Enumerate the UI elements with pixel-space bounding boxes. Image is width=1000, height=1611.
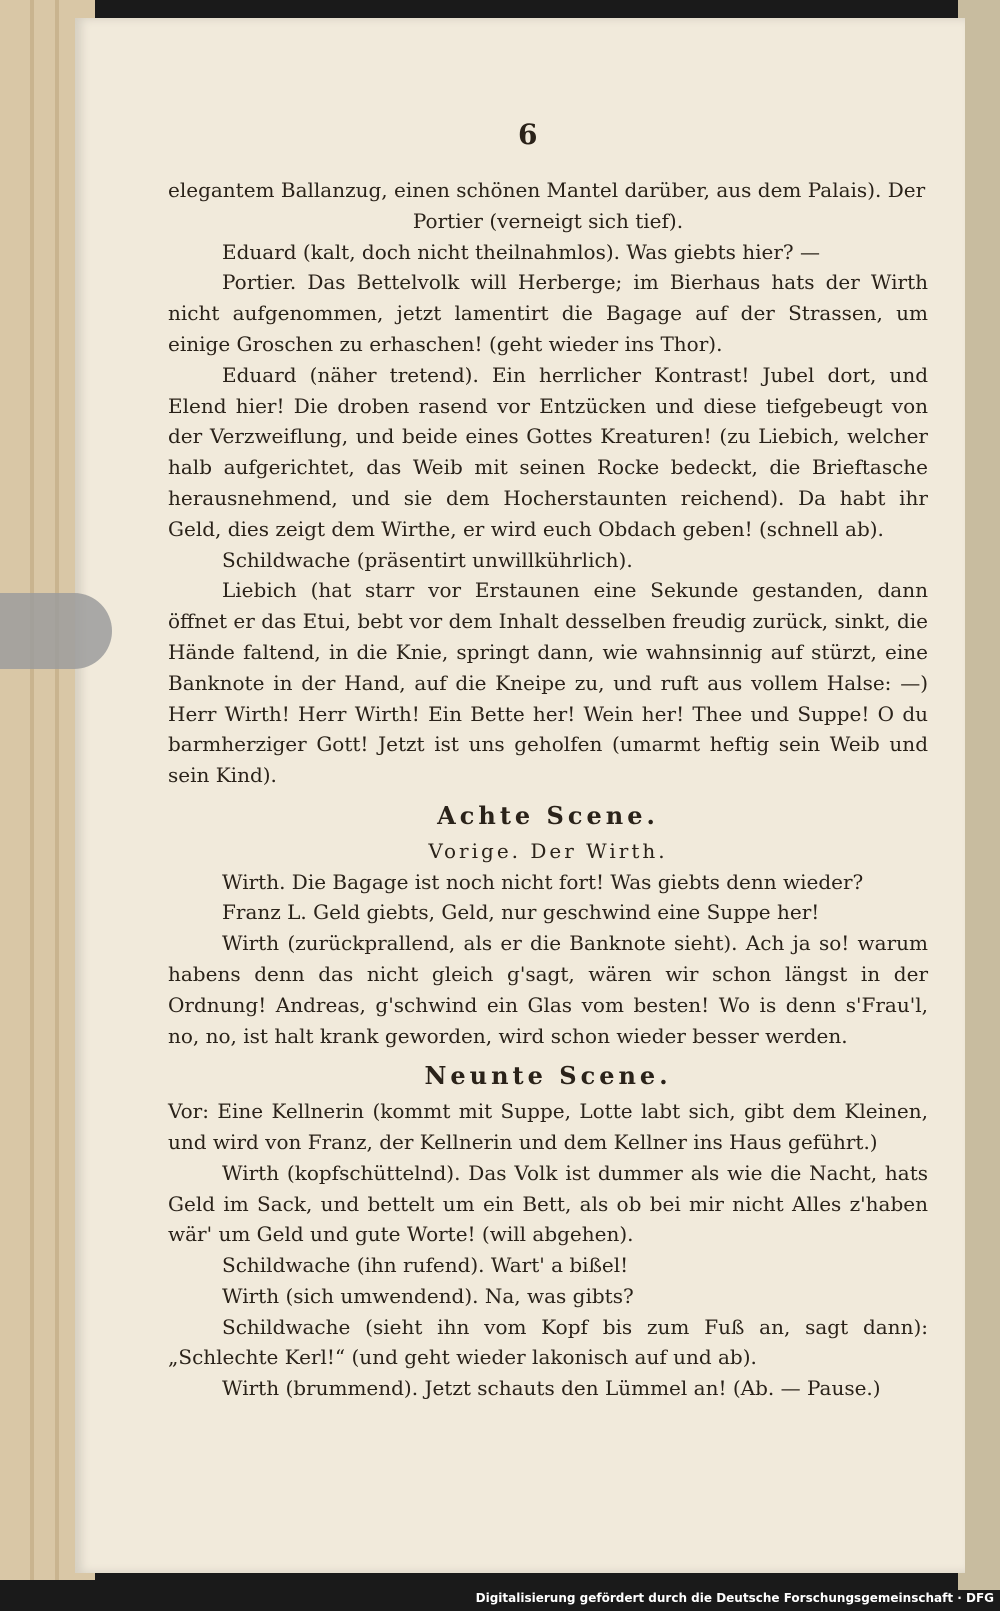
text-paragraph: Wirth (zurückprallend, als er die Banknote sieht). Ach ja so! warum habens denn das nicht gleich g'sagt, wären wir schon längst in der Ordnung! Andreas, g'schwind ein Glas vom besten! Wo is denn s'Frau'l, no, no, ist halt krank geworden, wird schon wieder besser werden. xyxy=(168,931,928,1048)
text-paragraph: Schildwache (präsentirt unwillkührlich). xyxy=(222,547,633,572)
page-number: 6 xyxy=(518,118,538,151)
text-paragraph: Wirth. Die Bagage ist noch nicht fort! Was giebts denn wieder? xyxy=(222,869,864,894)
text-paragraph: Vor: Eine Kellnerin (kommt mit Suppe, Lotte labt sich, gibt dem Kleinen, und wird von Franz, der Kellnerin und dem Kellner ins Haus geführt.) xyxy=(168,1099,928,1154)
text-paragraph: Portier. Das Bettelvolk will Herberge; im Bierhaus hats der Wirth nicht aufgenommen, jetzt lamentirt die Bagage auf der Strassen, um einige Groschen zu erhaschen! (geht wieder ins Thor). xyxy=(168,270,928,356)
text-paragraph: Vorige. Der Wirth. xyxy=(428,838,668,863)
text-paragraph: Wirth (sich umwendend). Na, was gibts? xyxy=(222,1283,634,1308)
text-paragraph: Portier (verneigt sich tief). xyxy=(412,208,684,233)
text-paragraph: Schildwache (sieht ihn vom Kopf bis zum Fuß an, sagt dann): „Schlechte Kerl!“ (und geht wieder lakonisch auf und ab). xyxy=(168,1314,928,1370)
scene-heading: Neunte Scene. xyxy=(424,1061,672,1091)
page-tab-marker xyxy=(0,593,112,669)
text-paragraph: Wirth (kopfschüttelnd). Das Volk ist dummer als wie die Nacht, hats Geld im Sack, und bettelt um ein Bett, als ob bei mir nicht Alles z'haben wär' um Geld und gute Worte! (will abgehen). xyxy=(168,1160,928,1247)
page-edge-line xyxy=(55,0,59,1580)
page-text xyxy=(168,175,928,1404)
text-paragraph: Wirth (brummend). Jetzt schauts den Lümmel an! (Ab. — Pause.) xyxy=(222,1376,881,1401)
scene-heading: Achte Scene. xyxy=(437,800,659,830)
text-paragraph: Schildwache (ihn rufend). Wart' a bißel! xyxy=(222,1253,629,1278)
text-paragraph: Eduard (kalt, doch nicht theilnahmlos). Was giebts hier? — xyxy=(222,239,820,264)
text-paragraph: elegantem Ballanzug, einen schönen Mantel darüber, aus dem Palais). Der xyxy=(168,178,926,202)
text-paragraph: Franz L. Geld giebts, Geld, nur geschwind eine Suppe her! xyxy=(222,900,820,925)
page-edge-line xyxy=(30,0,34,1580)
footer-credit: Digitalisierung gefördert durch die Deutsche Forschungsgemeinschaft · DFG xyxy=(475,1591,994,1605)
text-paragraph: Eduard (näher tretend). Ein herrlicher Kontrast! Jubel dort, und Elend hier! Die droben rasend vor Entzücken und diese tiefgebeugt von der Verzweiflung, und beide eines Gottes Kreaturen! (zu Liebich, welcher halb aufgerichtet, das Weib mit seinen Rocke bedeckt, die Brieftasche herausnehmend, und sie dem Hocherstaunten reichend). Da habt ihr Geld, dies zeigt dem Wirthe, er wird euch Obdach geben! (schnell ab). xyxy=(168,362,928,541)
text-paragraph: Liebich (hat starr vor Erstaunen eine Sekunde gestanden, dann öffnet er das Etui, bebt vor dem Inhalt desselben freudig zurück, sinkt, die Hände faltend, in die Knie, springt dann, wie wahnsinnig auf stürzt, eine Banknote in der Hand, auf die Kneipe zu, und ruft aus vollem Halse: —) Herr Wirth! Herr Wirth! Ein Bette her! Wein her! Thee und Suppe! O du barmherziger Gott! Jetzt ist uns geholfen (umarmt heftig sein Weib und sein Kind). xyxy=(168,578,928,788)
